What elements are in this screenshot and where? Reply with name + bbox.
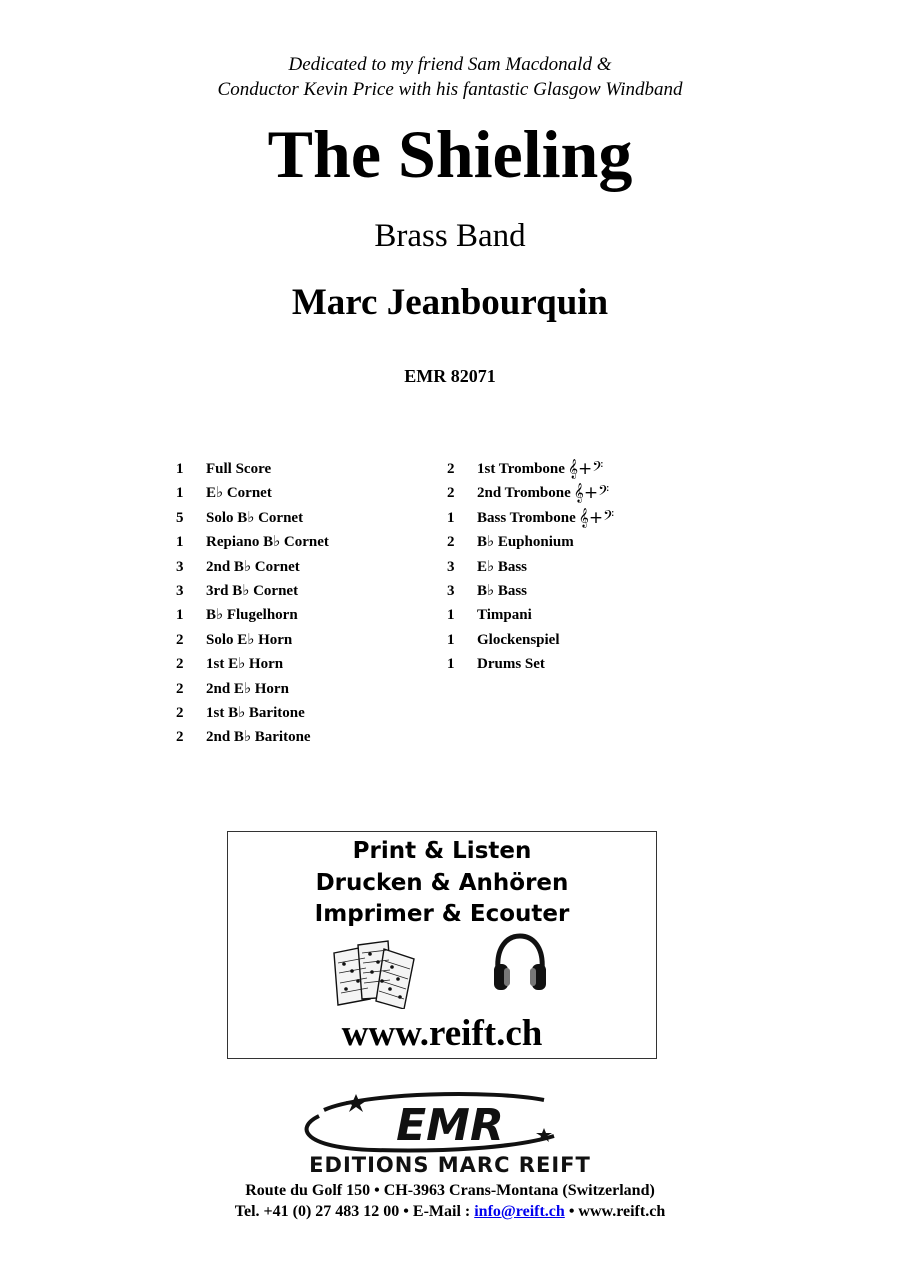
part-quantity: 1 bbox=[447, 656, 455, 673]
logo-emr-text: EMR bbox=[396, 1100, 504, 1151]
dedication-line-1: Dedicated to my friend Sam Macdonald & bbox=[288, 54, 612, 75]
part-name: 2nd B♭ Cornet bbox=[206, 558, 300, 575]
dedication-line-2: Conductor Kevin Price with his fantastic Glasgow Windband bbox=[217, 79, 683, 100]
dedication bbox=[0, 52, 900, 102]
contact-phone: Tel. +41 (0) 27 483 12 00 • E-Mail : bbox=[234, 1203, 475, 1220]
part-row bbox=[176, 701, 329, 725]
part-quantity: 3 bbox=[176, 558, 184, 575]
email-link[interactable]: info@reift.ch bbox=[474, 1203, 565, 1220]
part-row bbox=[447, 603, 614, 627]
part-row bbox=[447, 481, 614, 505]
part-name: Solo B♭ Cornet bbox=[206, 509, 304, 526]
part-name: Timpani bbox=[477, 607, 532, 624]
part-quantity: 1 bbox=[447, 607, 455, 624]
parts-list-right bbox=[447, 457, 614, 677]
part-row bbox=[176, 725, 329, 749]
part-name: Drums Set bbox=[477, 656, 545, 673]
part-row bbox=[447, 555, 614, 579]
part-name: B♭ Bass bbox=[477, 582, 528, 599]
part-row bbox=[176, 457, 329, 481]
part-row bbox=[447, 530, 614, 554]
clef-icons: 𝄞+𝄢 bbox=[578, 507, 615, 528]
part-row bbox=[447, 628, 614, 652]
part-row bbox=[176, 481, 329, 505]
part-row bbox=[447, 652, 614, 676]
part-quantity: 2 bbox=[176, 704, 184, 721]
part-quantity: 1 bbox=[447, 509, 455, 526]
part-name: 2nd Trombone bbox=[477, 485, 571, 502]
part-name: Solo E♭ Horn bbox=[206, 631, 293, 648]
part-quantity: 3 bbox=[447, 558, 455, 575]
part-quantity: 1 bbox=[176, 485, 184, 502]
part-name: B♭ Flugelhorn bbox=[206, 607, 298, 624]
publisher-name: EDITIONS MARC REIFT bbox=[309, 1153, 591, 1177]
part-row bbox=[176, 530, 329, 554]
part-quantity: 2 bbox=[447, 461, 455, 477]
part-name: 2nd E♭ Horn bbox=[206, 680, 289, 697]
part-name: Glockenspiel bbox=[477, 631, 560, 648]
part-row bbox=[176, 652, 329, 676]
part-name: E♭ Cornet bbox=[206, 485, 272, 502]
part-quantity: 2 bbox=[447, 485, 455, 502]
part-row bbox=[176, 555, 329, 579]
part-quantity: 2 bbox=[176, 631, 184, 648]
publisher-address: Route du Golf 150 • CH-3963 Crans-Montana (Switzerland) bbox=[245, 1182, 655, 1199]
headphones-icon bbox=[490, 932, 550, 994]
part-row bbox=[176, 579, 329, 603]
part-row bbox=[447, 506, 614, 530]
promo-line-french: Imprimer & Ecouter bbox=[314, 901, 570, 927]
part-name: 1st B♭ Baritone bbox=[206, 704, 305, 721]
part-quantity: 3 bbox=[447, 582, 455, 599]
part-name: Bass Trombone bbox=[477, 509, 576, 526]
part-name: 1st Trombone bbox=[477, 461, 565, 477]
promo-line-english: Print & Listen bbox=[352, 838, 532, 864]
part-row bbox=[447, 457, 614, 481]
promo-line-german: Drucken & Anhören bbox=[315, 870, 569, 896]
part-quantity: 3 bbox=[176, 582, 184, 599]
catalog-number: EMR 82071 bbox=[404, 366, 496, 386]
clef-icons: 𝄞+𝄢 bbox=[567, 459, 604, 479]
part-quantity: 5 bbox=[176, 509, 184, 526]
part-row bbox=[176, 628, 329, 652]
part-name: Repiano B♭ Cornet bbox=[206, 534, 329, 551]
part-quantity: 1 bbox=[176, 534, 184, 551]
part-quantity: 1 bbox=[176, 461, 184, 477]
part-name: B♭ Euphonium bbox=[477, 534, 574, 551]
part-name: 1st E♭ Horn bbox=[206, 656, 284, 673]
composer-name: Marc Jeanbourquin bbox=[291, 282, 609, 323]
clef-icons: 𝄞+𝄢 bbox=[573, 483, 610, 504]
part-quantity: 1 bbox=[176, 607, 184, 624]
parts-list-left bbox=[176, 457, 329, 750]
part-quantity: 2 bbox=[176, 680, 184, 697]
part-quantity: 2 bbox=[176, 656, 184, 673]
piece-title: The Shieling bbox=[267, 116, 633, 192]
part-name: E♭ Bass bbox=[477, 558, 528, 575]
part-name: 2nd B♭ Baritone bbox=[206, 729, 311, 746]
sheet-music-icon bbox=[328, 937, 420, 1009]
part-quantity: 2 bbox=[447, 534, 455, 551]
part-row bbox=[447, 579, 614, 603]
part-quantity: 1 bbox=[447, 631, 455, 648]
print-listen-box bbox=[227, 831, 657, 1059]
publisher-contact bbox=[0, 1201, 900, 1223]
contact-website[interactable]: • www.reift.ch bbox=[564, 1203, 666, 1220]
part-name: Full Score bbox=[206, 461, 272, 477]
part-row bbox=[176, 603, 329, 627]
part-row bbox=[176, 677, 329, 701]
promo-website-url[interactable]: www.reift.ch bbox=[341, 1013, 543, 1054]
part-quantity: 2 bbox=[176, 729, 184, 746]
part-name: 3rd B♭ Cornet bbox=[206, 582, 299, 599]
part-row bbox=[176, 506, 329, 530]
emr-publisher-logo bbox=[254, 1088, 646, 1178]
ensemble-subtitle: Brass Band bbox=[374, 218, 526, 254]
